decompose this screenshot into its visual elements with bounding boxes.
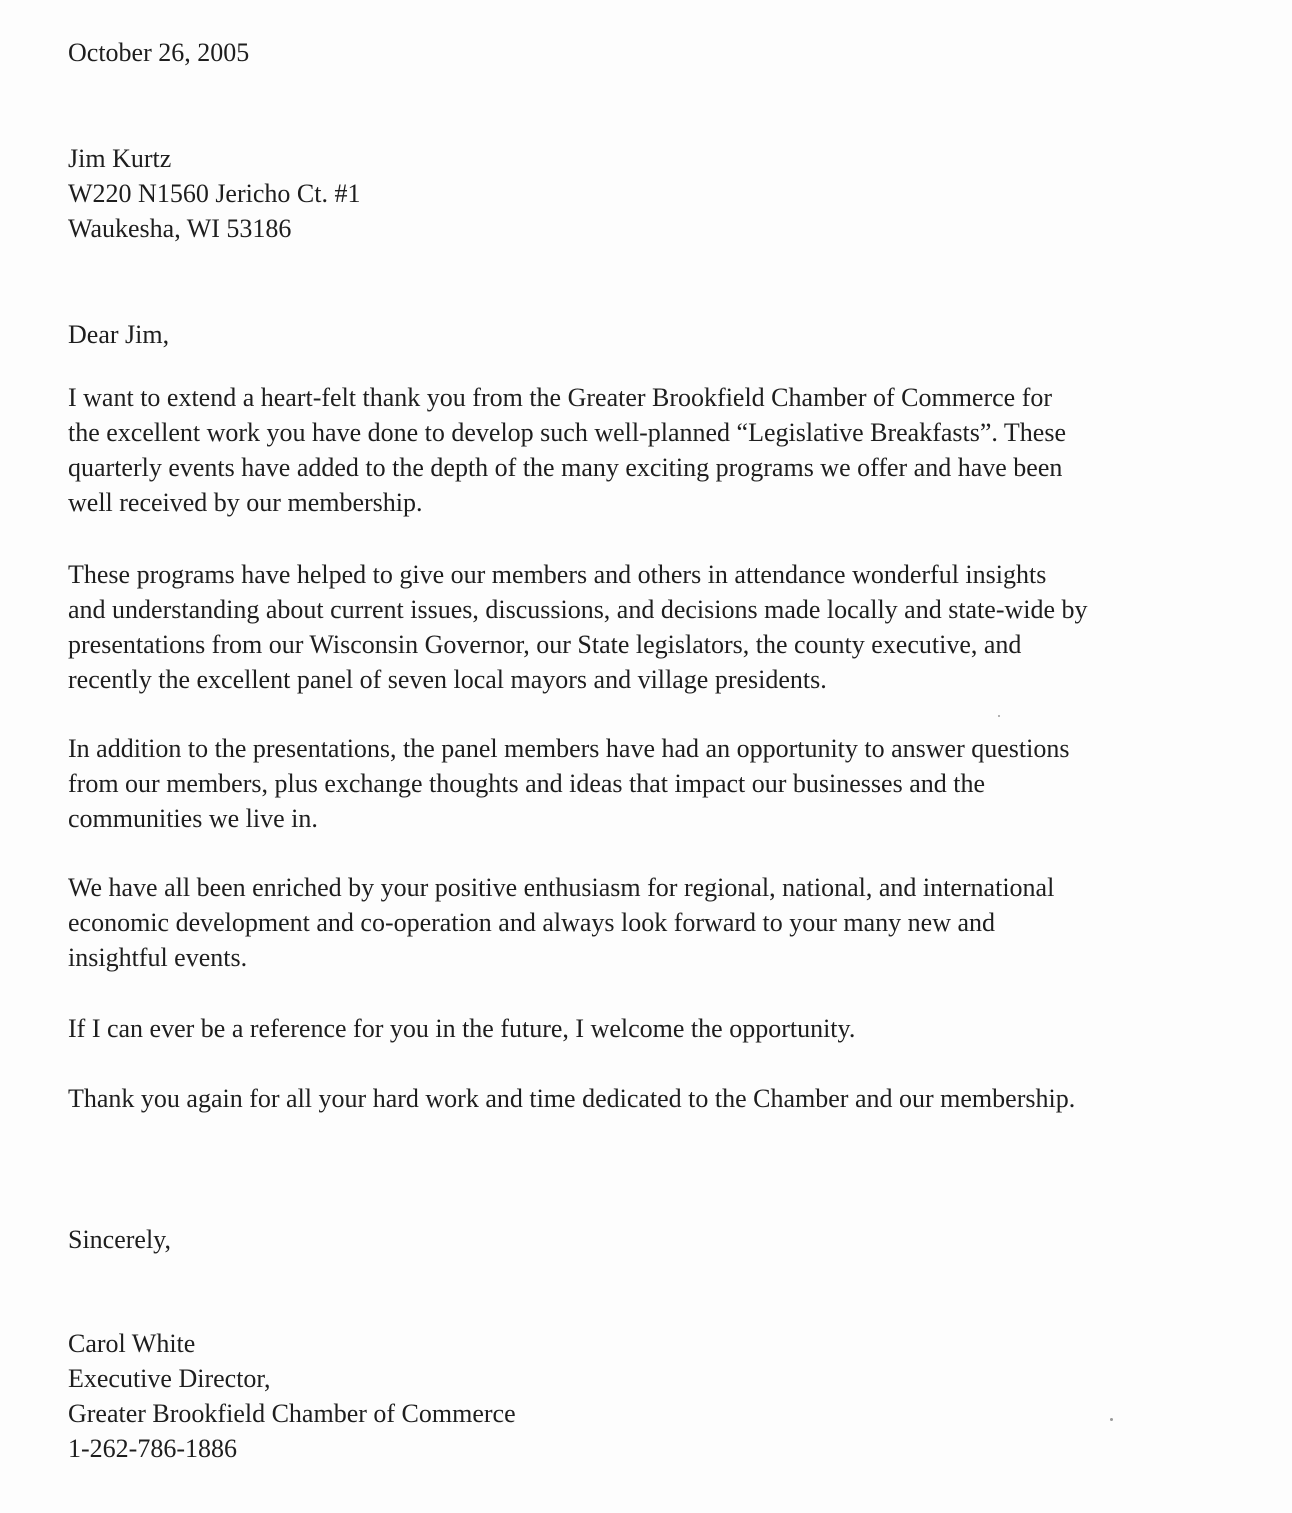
- sender-organization: Greater Brookfield Chamber of Commerce: [68, 1399, 516, 1428]
- paragraph-line: the excellent work you have done to develop such well-planned “Legislative Breakfasts”. These: [68, 418, 1067, 447]
- paragraph-line: Thank you again for all your hard work and time dedicated to the Chamber and our membership.: [68, 1084, 1076, 1113]
- closing-text: Sincerely,: [68, 1225, 171, 1254]
- paragraph-line: We have all been enriched by your positive enthusiasm for regional, national, and international: [68, 873, 1055, 902]
- body-paragraph-6: [68, 1081, 1258, 1116]
- body-paragraph-2: [68, 557, 1258, 697]
- recipient-address: [68, 141, 1258, 246]
- paragraph-line: These programs have helped to give our members and others in attendance wonderful insights: [68, 560, 1047, 589]
- letter-date: [68, 35, 1258, 70]
- sender-title: Executive Director,: [68, 1364, 271, 1393]
- paragraph-line: I want to extend a heart-felt thank you from the Greater Brookfield Chamber of Commerce for: [68, 383, 1053, 412]
- recipient-street: W220 N1560 Jericho Ct. #1: [68, 179, 361, 208]
- paragraph-line: communities we live in.: [68, 804, 318, 833]
- paragraph-line: recently the excellent panel of seven local mayors and village presidents.: [68, 665, 827, 694]
- salutation-text: Dear Jim,: [68, 320, 170, 349]
- paragraph-line: and understanding about current issues, discussions, and decisions made locally and state-wide by: [68, 595, 1088, 624]
- body-paragraph-4: [68, 870, 1258, 975]
- paragraph-line: from our members, plus exchange thoughts and ideas that impact our businesses and the: [68, 769, 986, 798]
- sender-name: Carol White: [68, 1329, 196, 1358]
- paragraph-line: economic development and co-operation and always look forward to your many new and: [68, 908, 996, 937]
- date-text: October 26, 2005: [68, 38, 250, 67]
- salutation: [68, 317, 1258, 352]
- recipient-city-state-zip: Waukesha, WI 53186: [68, 214, 292, 243]
- closing: [68, 1222, 1258, 1257]
- sender-phone: 1-262-786-1886: [68, 1434, 237, 1463]
- recipient-name: Jim Kurtz: [68, 144, 172, 173]
- signature-block: [68, 1326, 1258, 1466]
- body-paragraph-3: [68, 731, 1258, 836]
- paragraph-line: presentations from our Wisconsin Governor, our State legislators, the county executive, and: [68, 630, 1022, 659]
- body-paragraph-1: [68, 380, 1258, 520]
- scan-speck: [998, 715, 1000, 717]
- paragraph-line: insightful events.: [68, 943, 248, 972]
- paragraph-line: well received by our membership.: [68, 488, 423, 517]
- paragraph-line: quarterly events have added to the depth of the many exciting programs we offer and have been: [68, 453, 1063, 482]
- paragraph-line: In addition to the presentations, the panel members have had an opportunity to answer questions: [68, 734, 1070, 763]
- scan-speck: [1110, 1418, 1113, 1421]
- body-paragraph-5: [68, 1011, 1258, 1046]
- paragraph-line: If I can ever be a reference for you in the future, I welcome the opportunity.: [68, 1014, 856, 1043]
